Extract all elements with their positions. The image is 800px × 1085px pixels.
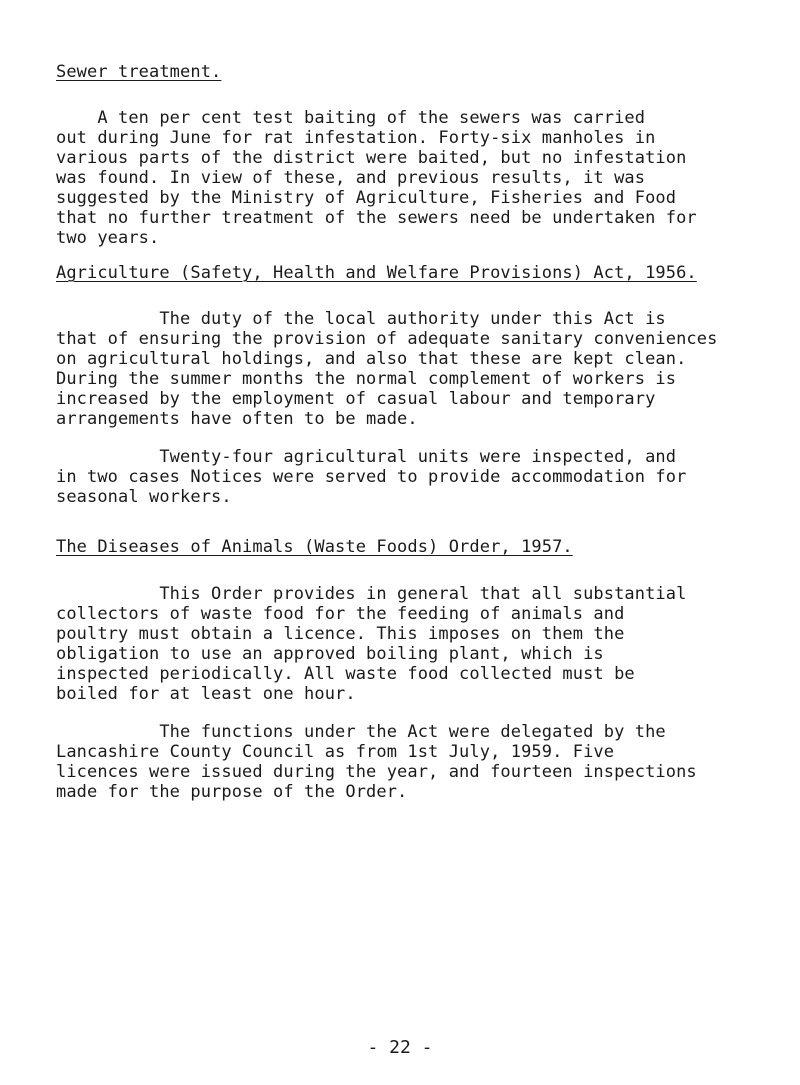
paragraph-agriculture-inspections: Twenty-four agricultural units were inspected, and in two cases Notices were served to provide accommodation for seasonal workers. [56,447,687,507]
section-heading-diseases-of-animals-order: The Diseases of Animals (Waste Foods) Order, 1957. [56,537,573,557]
page-number: - 22 - [367,1037,433,1058]
section-heading-agriculture-act: Agriculture (Safety, Health and Welfare Provisions) Act, 1956. [56,263,697,283]
section-heading-sewer-treatment: Sewer treatment. [56,62,222,82]
paragraph-order-provisions: This Order provides in general that all substantial collectors of waste food for the feeding of animals and poultry must obtain a licence. This imposes on them the obligation to use an approved boiling plant, which is inspected periodically. All waste food collected must be boiled for at least one hour. [56,584,687,704]
paragraph-agriculture-duty: The duty of the local authority under this Act is that of ensuring the provision of adequate sanitary conveniences on agricultural holdings, and also that these are kept clean. During the summer months the normal complement of workers is increased by the employment of casual labour and temporary arrangements have often to be made. [56,309,718,429]
paragraph-order-functions: The functions under the Act were delegated by the Lancashire County Council as from 1st July, 1959. Five licences were issued during the year, and fourteen inspections made for the purpose of the Order. [56,722,697,802]
paragraph-sewer-treatment: A ten per cent test baiting of the sewers was carried out during June for rat infestation. Forty-six manholes in various parts of the district were baited, but no infestation was found. In view of these, and previous results, it was suggested by the Ministry of Agriculture, Fisheries and Food that no further treatment of the sewers need be undertaken for two years. [56,108,697,248]
